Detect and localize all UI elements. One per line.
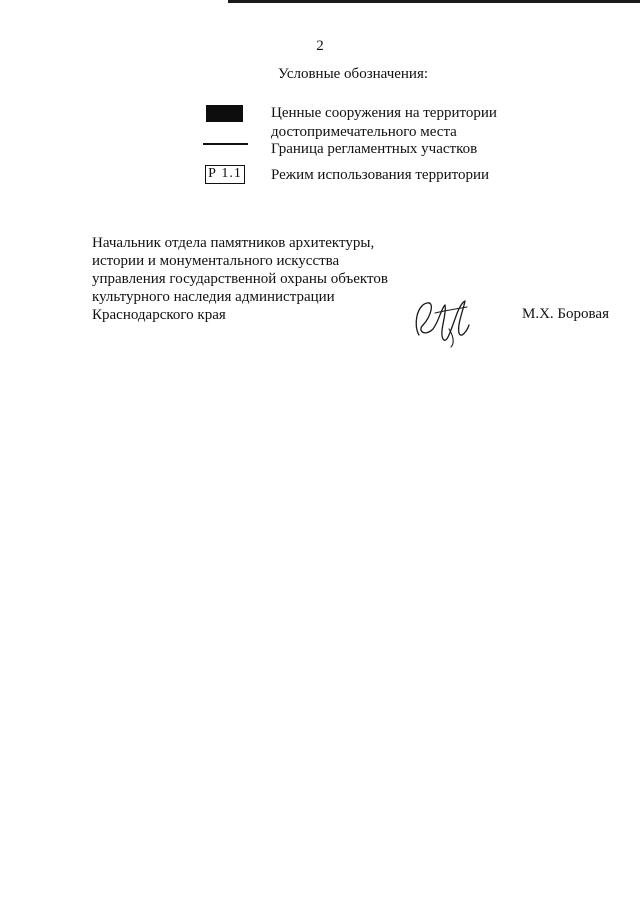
- position-line: культурного наследия администрации: [92, 289, 335, 305]
- position-line: Начальник отдела памятников архитектуры,: [92, 235, 375, 251]
- legend-text: Граница регламентных участков: [271, 141, 478, 157]
- page-number: 2: [316, 38, 324, 54]
- position-line: Краснодарского края: [92, 307, 226, 323]
- signer-name: М.Х. Боровая: [522, 306, 609, 322]
- legend-title: Условные обозначения:: [278, 66, 429, 82]
- top-rule: [228, 0, 640, 3]
- legend-text: Режим использования территории: [271, 167, 490, 183]
- position-line: истории и монументального искусства: [92, 253, 340, 269]
- handwritten-signature: [405, 295, 485, 350]
- legend-text: Ценные сооружения на территории: [271, 105, 497, 121]
- signatory-position: [92, 234, 388, 324]
- legend-symbol-black-rectangle: [206, 105, 243, 122]
- legend-symbol-line: [203, 143, 248, 145]
- legend-text: достопримечательного места: [271, 124, 457, 140]
- position-line: управления государственной охраны объектов: [92, 271, 388, 287]
- legend-symbol-boxed-label: Р 1.1: [205, 165, 245, 184]
